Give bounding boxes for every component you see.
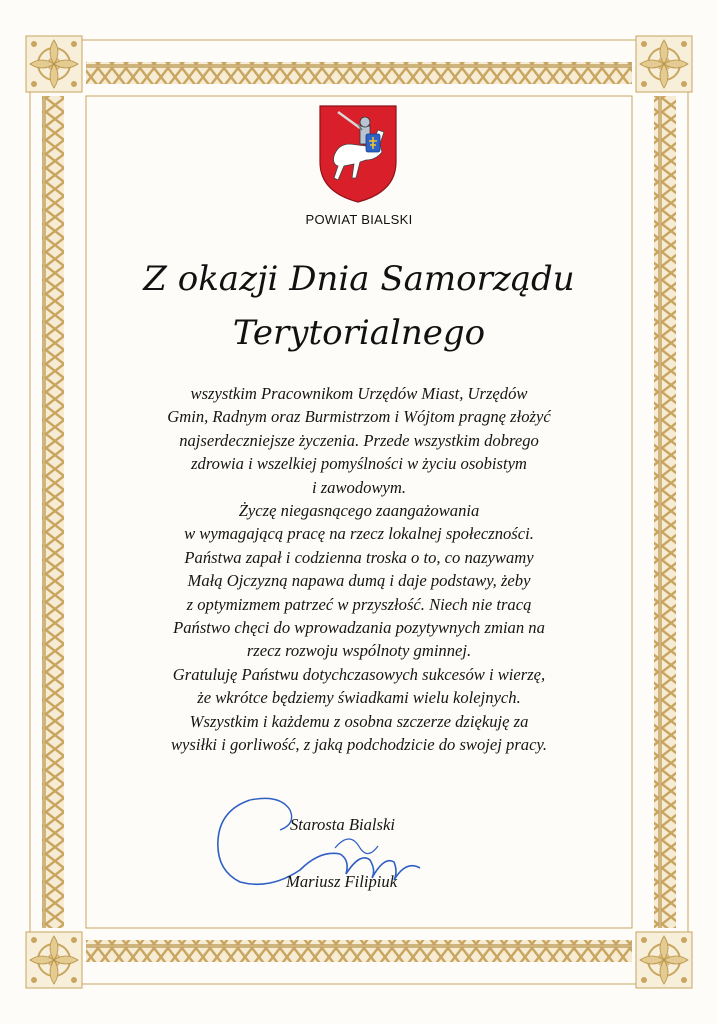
page-title bbox=[90, 252, 628, 360]
body-line: najserdeczniejsze życzenia. Przede wszystkim dobrego bbox=[179, 430, 539, 450]
title-line-2: Terytorialnego bbox=[232, 313, 486, 353]
body-line: z optymizmem patrzeć w przyszłość. Niech nie tracą bbox=[186, 594, 532, 614]
signatory-title: Starosta Bialski bbox=[290, 815, 395, 834]
signatory-name: Mariusz Filipiuk bbox=[286, 872, 398, 891]
body-line: wszystkim Pracownikom Urzędów Miast, Urzędów bbox=[190, 384, 528, 403]
body-line: Życzę niegasnącego zaangażowania bbox=[238, 501, 480, 521]
body-line: zdrowia i wszelkiej pomyślności w życiu osobistym bbox=[191, 454, 527, 474]
org-name: POWIAT BIALSKI bbox=[305, 212, 413, 227]
letter-content bbox=[90, 100, 628, 930]
body-line: Państwa zapał i codzienna troska o to, co nazywamy bbox=[184, 547, 534, 567]
body-line: wysiłki i gorliwość, z jaką podchodzicie do swojej pracy. bbox=[170, 735, 548, 755]
body-line: w wymagającą pracę na rzecz lokalnej społeczności. bbox=[184, 524, 534, 544]
letter-body bbox=[100, 382, 618, 757]
body-line: Wszystkim i każdemu z osobna szczerze dziękuję za bbox=[189, 711, 529, 731]
body-line: Małą Ojczyzną napawa dumą i daje podstawy, żeby bbox=[187, 571, 531, 591]
body-line: że wkrótce będziemy świadkami wielu kolejnych. bbox=[197, 688, 521, 708]
body-line: i zawodowym. bbox=[311, 477, 407, 497]
body-line: Państwo chęci do wprowadzania pozytywnych zmian na bbox=[173, 618, 545, 638]
title-line-1: Z okazji Dnia Samorządu bbox=[143, 259, 575, 299]
body-line: Gratuluję Państwu dotychczasowych sukcesów i wierzę, bbox=[172, 664, 546, 684]
coat-of-arms-knight-icon bbox=[316, 104, 400, 204]
body-line: rzecz rozwoju wspólnoty gminnej. bbox=[246, 641, 472, 661]
body-line: Gmin, Radnym oraz Burmistrzom i Wójtom pragnę złożyć bbox=[167, 407, 551, 427]
